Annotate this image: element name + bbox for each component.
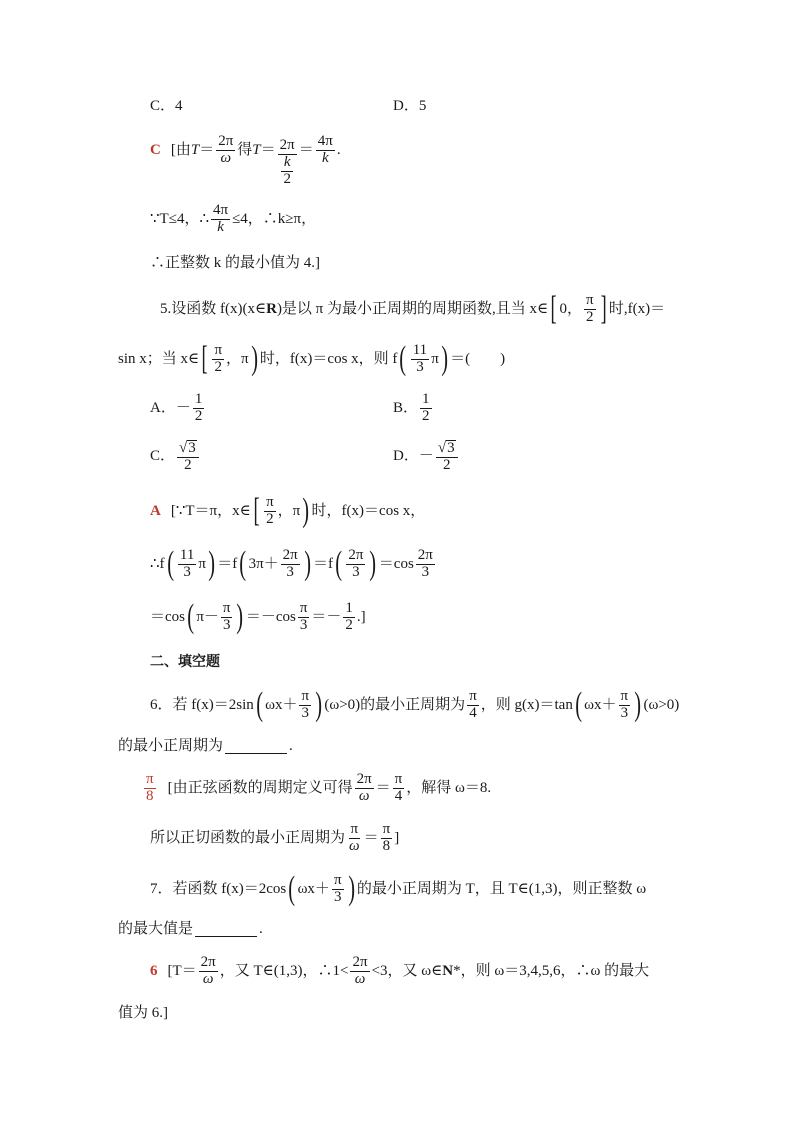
fraction: $\frac{11}{3}$: [412, 341, 428, 375]
fraction: $\frac{\pi}{3}$: [620, 687, 629, 721]
fraction: $\frac{2\pi}{3}$: [417, 546, 433, 580]
fraction: √ 3 2: [436, 440, 458, 474]
q5-option-c: C． √ 3 2: [150, 440, 201, 474]
q4-solution-line1: C [由 T ＝ $\frac{2\pi}{\omega}$ 得 T ＝ $\frac{2\pi}{\frac{k}{2}}$ ＝ $\frac{4\pi}{k}$ .: [150, 133, 341, 187]
q6-solution-line2: 所以正切函数的最小正周期为 $\frac{\pi}{\omega}$ ＝ $\frac{\pi}{8}$ ]: [150, 821, 400, 854]
answer-blank[interactable]: [195, 922, 257, 937]
fraction: $\frac{11}{3}$: [179, 546, 195, 580]
q7-solution-line1: 6 [T＝ $\frac{2\pi}{\omega}$ ，又 T∈(1,3)，∴1< $\frac{2\pi}{\omega}$ <3，又 ω∈ N *，则 ω＝3,4,5,6，∴ω 的最大: [150, 954, 650, 987]
q7-solution-line2: 值为 6.]: [118, 1005, 168, 1021]
answer-blank[interactable]: [225, 739, 287, 754]
fraction: $\frac{1}{2}$: [345, 599, 353, 633]
fraction: $\frac{2\pi}{\omega}$: [352, 954, 368, 987]
fraction: $\frac{2\pi}{\omega}$: [356, 771, 372, 804]
fraction: $\frac{\pi}{3}$: [222, 599, 231, 633]
q4-option-d: D．5: [393, 98, 427, 114]
q6-answer: $\frac{\pi}{8}$: [146, 771, 154, 804]
q6-stem-line1: 6．若 f(x)＝2sin ( ωx＋ $\frac{\pi}{3}$ ) (ω>0)的最小正周期为 $\frac{\pi}{4}$ ，则 g(x)＝tan ( ωx＋ $\frac{\pi}{3}$ ) (ω>0): [150, 686, 680, 723]
q5-solution-line1: A [∵T＝π，x∈ [ $\frac{\pi}{2}$ ，π ) 时，f(x)＝cos x，: [150, 492, 426, 529]
q7-stem-line1: 7．若函数 f(x)＝2cos ( ωx＋ $\frac{\pi}{3}$ ) 的最小正周期为 T，且 T∈(1,3)，则正整数 ω: [150, 870, 647, 907]
q5-solution-line2: ∴f ( $\frac{11}{3}$ π ) ＝f ( 3π＋ $\frac{2\pi}{3}$ ) ＝f ( $\frac{2\pi}{3}$ ) ＝cos $\frac{2\pi}{3}$: [150, 545, 433, 582]
fraction: $\frac{1}{2}$: [422, 391, 430, 424]
fraction: $\frac{\pi}{4}$: [469, 687, 477, 721]
q4-option-c: C．4: [150, 98, 183, 114]
q5-answer: A: [150, 502, 161, 519]
fraction: $\frac{2\pi}{3}$: [282, 546, 298, 580]
fraction: $\frac{2\pi}{\frac{k}{2}}$: [279, 137, 295, 187]
q5-solution-line3: ＝cos ( π－ $\frac{\pi}{3}$ ) ＝－cos $\frac{\pi}{3}$ ＝－ $\frac{1}{2}$ .]: [150, 598, 366, 635]
fraction: $\frac{\pi}{2}$: [214, 341, 223, 375]
fraction: $\frac{1}{2}$: [194, 391, 203, 424]
q5-stem-line2: sin x；当 x∈ [ $\frac{\pi}{2}$ ，π ) 时，f(x)＝cos x，则 f ( $\frac{11}{3}$ π ) ＝( ): [118, 340, 506, 377]
fraction: $\frac{2\pi}{\omega}$: [200, 954, 216, 987]
fraction: $\frac{2\pi}{3}$: [348, 546, 364, 580]
q7-answer: 6: [150, 962, 158, 979]
fraction: $\frac{4\pi}{k}$: [212, 202, 229, 235]
fraction: $\frac{\pi}{8}$: [382, 821, 391, 854]
fraction: $\frac{\pi}{3}$: [299, 599, 308, 633]
q4-solution-line2: ∵T≤4，∴ $\frac{4\pi}{k}$ ≤4，∴k≥π，: [150, 202, 317, 235]
q4-solution-line3: ∴正整数 k 的最小值为 4.]: [150, 255, 320, 271]
q5-option-d: D．－ √ 3 2: [393, 440, 460, 474]
q5-stem-line1: 5.设函数 f(x)(x∈ R )是以 π 为最小正周期的周期函数,且当 x∈ [ 0， $\frac{\pi}{2}$ ] 时,f(x)＝: [160, 290, 666, 327]
fraction: $\frac{\pi}{\omega}$: [349, 821, 360, 854]
q4-answer: C: [150, 142, 161, 159]
fraction: $\frac{\pi}{4}$: [394, 771, 403, 804]
q6-stem-line2: 的最小正周期为 .: [118, 738, 293, 754]
fraction: $\frac{\pi}{2}$: [266, 493, 274, 527]
fraction: $\frac{4\pi}{k}$: [317, 133, 333, 167]
q6-solution-line1: $\frac{\pi}{8}$ [由正弦函数的周期定义可得 $\frac{2\pi}{\omega}$ ＝ $\frac{\pi}{4}$ ，解得 ω＝8.: [146, 771, 492, 804]
fraction: $\frac{\pi}{3}$: [333, 871, 342, 905]
q5-option-b: B． $\frac{1}{2}$: [393, 391, 430, 424]
fraction: √ 3 2: [177, 440, 199, 474]
fraction: $\frac{2\pi}{\omega}$: [218, 133, 234, 167]
fraction: $\frac{\pi}{2}$: [585, 291, 594, 325]
q7-stem-line2: 的最大值是 .: [118, 921, 263, 937]
q5-option-a: A．－ $\frac{1}{2}$: [150, 391, 203, 424]
section-heading-fill-blank: 二、填空题: [150, 654, 220, 670]
fraction: $\frac{\pi}{3}$: [301, 687, 310, 721]
